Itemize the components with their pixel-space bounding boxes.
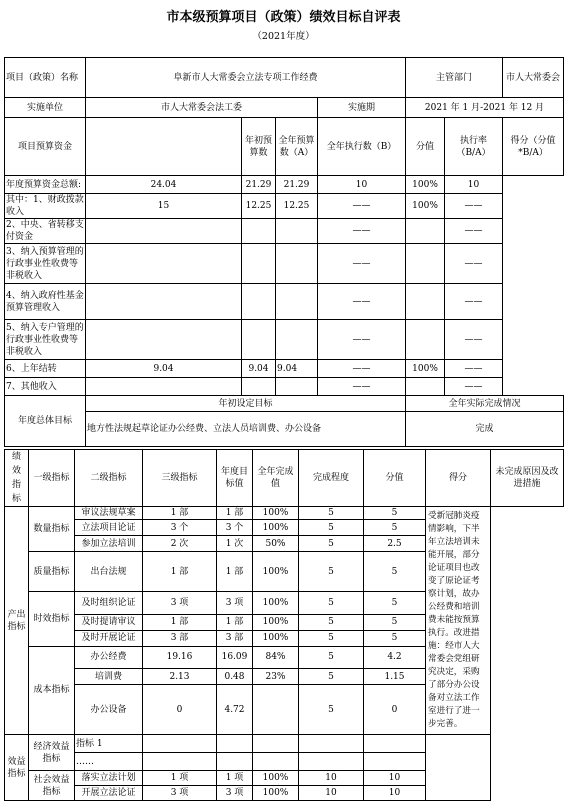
group-timeliness: 时效指标: [29, 592, 75, 647]
indicator-actual: 3 项: [217, 592, 253, 615]
period-value: 2021 年 1 月-2021 年 12 月: [406, 98, 564, 118]
budget-cell-label: 7、其他收入: [5, 378, 86, 396]
indicator-points: 5: [364, 552, 426, 592]
indicator-degree: [253, 735, 299, 753]
indicator-degree: 100%: [253, 552, 299, 592]
indicator-name: 指标 1: [75, 735, 143, 753]
budget-cell-full: [242, 244, 276, 284]
h-level1: 一级指标: [29, 450, 75, 507]
indicator-actual: 1 项: [217, 771, 253, 786]
indicator-name: 开展立法论证: [75, 786, 143, 801]
indicator-points: [364, 735, 426, 753]
h-actual: 全年完成值: [253, 450, 299, 507]
budget-cell-rate: [406, 284, 445, 320]
budget-cell-points: ——: [445, 244, 503, 284]
budget-cell-score: ——: [318, 360, 406, 378]
impl-unit-value: 市人大常委会法工委: [86, 98, 318, 118]
budget-cell-rate: 100%: [406, 176, 445, 194]
budget-cell-points: ——: [445, 219, 503, 244]
budget-cell-score: 10: [318, 176, 406, 194]
indicator-score: 5: [299, 592, 364, 615]
indicator-actual: 3 项: [217, 786, 253, 801]
budget-cell-full: [242, 219, 276, 244]
reason-blank: [426, 735, 491, 801]
indicator-score: [299, 735, 364, 753]
budget-cell-initial: [86, 284, 242, 320]
budget-cell-rate: [406, 219, 445, 244]
indicator-points: 5: [364, 592, 426, 615]
h-score: 分值: [364, 450, 426, 507]
indicator-actual: 1 部: [217, 614, 253, 630]
budget-row: [5, 176, 564, 194]
indicator-actual: [217, 753, 253, 771]
col-initial-budget: 年初预算数: [242, 118, 276, 176]
indicator-name: 审议法规草案: [75, 507, 143, 520]
budget-blank-header: [86, 118, 242, 176]
budget-cell-rate: 100%: [406, 194, 445, 219]
budget-row: [5, 320, 564, 360]
h-target: 年度目标值: [217, 450, 253, 507]
budget-cell-initial: 24.04: [86, 176, 242, 194]
indicator-score: 5: [299, 536, 364, 552]
indicator-points: [364, 753, 426, 771]
indicator-target: 3 项: [143, 592, 217, 615]
indicator-target: 1 部: [143, 552, 217, 592]
indicator-actual: 4.72: [217, 685, 253, 735]
budget-cell-points: ——: [445, 194, 503, 219]
budget-cell-exec: 21.29: [276, 176, 318, 194]
budget-cell-label: 5、纳入专户管理的行政事业性收费等非税收入: [5, 320, 86, 360]
indicator-points: 0: [364, 685, 426, 735]
budget-cell-initial: 9.04: [86, 360, 242, 378]
indicator-target: 3 个: [143, 520, 217, 536]
indicator-degree: [253, 685, 299, 735]
group-cost: 成本指标: [29, 646, 75, 735]
project-name-value: 阜新市人大常委会立法专项工作经费: [86, 58, 406, 98]
col-full-exec: 全年执行数（B）: [318, 118, 406, 176]
indicator-score: 5: [299, 552, 364, 592]
indicator-degree: 100%: [253, 771, 299, 786]
budget-cell-full: [242, 284, 276, 320]
indicator-name: 参加立法培训: [75, 536, 143, 552]
budget-cell-score: ——: [318, 284, 406, 320]
indicator-degree: 100%: [253, 520, 299, 536]
indicator-score: [299, 753, 364, 771]
reason-text: 受新冠肺炎疫情影响，下半年立法培训未能开展，部分论证项目也改变了原论证考察计划，故办公经费和培训费未能按预算执行。改进措施：经市人大常委会党组研究决定，采购了部分办公设备对立法工作室进行了进一步完善。: [426, 507, 491, 735]
indicator-points: 5: [364, 507, 426, 520]
indicator-target: 1 项: [143, 771, 217, 786]
indicator-target: 1 部: [143, 614, 217, 630]
budget-cell-exec: [276, 378, 318, 396]
group-economic: 经济效益指标: [29, 735, 75, 771]
budget-row: [5, 284, 564, 320]
indicator-score: 5: [299, 646, 364, 669]
budget-cell-label: 2、中央、省转移支付资金: [6, 220, 84, 242]
budget-cell-score: ——: [318, 194, 406, 219]
indicator-actual: 1 部: [217, 552, 253, 592]
indicator-score: 5: [299, 614, 364, 630]
indicator-name: 培训费: [75, 669, 143, 685]
indicator-name: 及时提请审议: [75, 614, 143, 630]
indicator-degree: 50%: [253, 536, 299, 552]
indicator-points: 5: [364, 630, 426, 646]
indicator-actual: 3 部: [217, 630, 253, 646]
indicator-actual: 16.09: [217, 646, 253, 669]
indicator-points: 2.5: [364, 536, 426, 552]
indicator-score: 10: [299, 786, 364, 801]
perf-side-label: 绩效指标: [5, 450, 29, 507]
budget-cell-label: 6、上年结转: [5, 360, 86, 378]
goal-actual-header: 全年实际完成情况: [406, 396, 564, 412]
budget-cell-score: ——: [318, 219, 406, 244]
budget-cell-label: 4、纳入政府性基金预算管理收入: [5, 284, 86, 320]
indicator-degree: [253, 753, 299, 771]
group-quality: 质量指标: [29, 552, 75, 592]
goal-label: 年度总体目标: [5, 396, 86, 447]
indicator-name: 及时组织论证: [75, 592, 143, 615]
indicator-row: [5, 735, 564, 753]
impl-unit-label: 实施单位: [5, 98, 86, 118]
indicator-degree: 23%: [253, 669, 299, 685]
project-name-label: 项目（政策）名称: [5, 58, 86, 98]
indicator-score: 5: [299, 520, 364, 536]
indicator-name: ……: [75, 753, 143, 771]
indicator-score: 5: [299, 630, 364, 646]
indicator-degree: 100%: [253, 630, 299, 646]
indicator-name: 出台法规: [75, 552, 143, 592]
budget-cell-points: 10: [445, 176, 503, 194]
indicator-target: 0: [143, 685, 217, 735]
goal-initial-header: 年初设定目标: [86, 396, 406, 412]
budget-cell-exec: [276, 244, 318, 284]
goal-actual-text: 完成: [406, 412, 564, 447]
budget-cell-initial: [86, 244, 242, 284]
dept-label: 主管部门: [406, 58, 503, 98]
indicator-target: 1 部: [143, 507, 217, 520]
col-points: 得分（分值*B/A）: [503, 118, 564, 176]
indicator-score: 5: [299, 685, 364, 735]
indicator-points: 10: [364, 771, 426, 786]
budget-cell-rate: [406, 378, 445, 396]
budget-cell-full: 9.04: [242, 360, 276, 378]
indicator-target: 19.16: [143, 646, 217, 669]
indicator-actual: 1 次: [217, 536, 253, 552]
col-score: 分值: [406, 118, 445, 176]
budget-cell-exec: 12.25: [276, 194, 318, 219]
indicator-actual: 1 部: [217, 507, 253, 520]
budget-cell-label: 3、纳入预算管理的行政事业性收费等非税收入: [5, 244, 86, 284]
indicator-degree: 84%: [253, 646, 299, 669]
indicator-name: 落实立法计划: [75, 771, 143, 786]
budget-cell-rate: [406, 320, 445, 360]
indicator-target: [143, 735, 217, 753]
indicator-target: 3 项: [143, 786, 217, 801]
indicator-target: 3 部: [143, 630, 217, 646]
col-exec-rate: 执行率（B/A）: [445, 118, 503, 176]
budget-cell-exec: [276, 284, 318, 320]
budget-cell-exec: [276, 320, 318, 360]
budget-cell-points: ——: [445, 360, 503, 378]
indicator-score: 5: [299, 507, 364, 520]
indicator-degree: 100%: [253, 786, 299, 801]
budget-row: [5, 378, 564, 396]
budget-row: [5, 194, 564, 219]
budget-cell-rate: 100%: [406, 360, 445, 378]
indicator-score: 10: [299, 771, 364, 786]
indicator-target: 2 次: [143, 536, 217, 552]
indicator-actual: 3 个: [217, 520, 253, 536]
budget-cell-initial: [86, 378, 242, 396]
indicator-actual: [217, 735, 253, 753]
h-level3: 三级指标: [143, 450, 217, 507]
group-social: 社会效益指标: [29, 771, 75, 801]
budget-cell-points: ——: [445, 320, 503, 360]
indicator-actual: 0.48: [217, 669, 253, 685]
budget-cell-rate: [406, 244, 445, 284]
goal-initial-text: 地方性法规起草论证办公经费、立法人员培训费、办公设备: [86, 412, 406, 447]
indicator-points: 1.15: [364, 669, 426, 685]
budget-cell-score: ——: [318, 378, 406, 396]
budget-section-label: 项目预算资金: [5, 118, 86, 176]
indicator-target: 2.13: [143, 669, 217, 685]
indicator-points: 10: [364, 786, 426, 801]
budget-cell-exec: [276, 219, 318, 244]
budget-cell-initial: [86, 320, 242, 360]
indicator-points: 5: [364, 614, 426, 630]
budget-cell-full: 12.25: [242, 194, 276, 219]
group-quantity: 数量指标: [29, 507, 75, 552]
performance-table: [4, 449, 564, 801]
indicator-name: 办公经费: [75, 646, 143, 669]
budget-cell-initial: 15: [86, 194, 242, 219]
budget-cell-label: 其中：1、财政拨款收入: [6, 195, 84, 217]
indicator-degree: 100%: [253, 614, 299, 630]
indicator-row: [5, 507, 564, 520]
period-label: 实施期: [318, 98, 406, 118]
budget-row: [5, 244, 564, 284]
budget-cell-full: [242, 378, 276, 396]
output-indicator-label: 产出指标: [5, 507, 29, 735]
page-subtitle: （2021年度）: [252, 31, 315, 42]
budget-table: [4, 57, 564, 447]
indicator-name: 立法项目论证: [75, 520, 143, 536]
benefit-indicator-label: 效益指标: [5, 735, 29, 801]
budget-cell-exec: 9.04: [276, 360, 318, 378]
budget-cell-score: ——: [318, 244, 406, 284]
budget-cell-full: 21.29: [242, 176, 276, 194]
dept-value: 市人大常委会: [503, 58, 564, 98]
indicator-points: 4.2: [364, 646, 426, 669]
budget-cell-points: ——: [445, 284, 503, 320]
budget-row: [5, 360, 564, 378]
h-degree: 完成程度: [299, 450, 364, 507]
budget-cell-label: 年度预算资金总额:: [5, 176, 86, 194]
indicator-name: 及时开展论证: [75, 630, 143, 646]
indicator-points: 5: [364, 520, 426, 536]
h-level2: 二级指标: [75, 450, 143, 507]
budget-cell-score: ——: [318, 320, 406, 360]
page-title: 市本级预算项目（政策）绩效目标自评表: [166, 10, 401, 25]
budget-cell-points: ——: [445, 378, 503, 396]
budget-row: [5, 219, 564, 244]
budget-cell-initial: [86, 219, 242, 244]
h-points: 得分: [426, 450, 491, 507]
indicator-degree: 100%: [253, 507, 299, 520]
indicator-score: 5: [299, 669, 364, 685]
indicator-target: [143, 753, 217, 771]
col-full-budget: 全年预算数（A）: [276, 118, 318, 176]
h-reason: 未完成原因及改进措施: [491, 450, 564, 507]
indicator-degree: 100%: [253, 592, 299, 615]
indicator-name: 办公设备: [75, 685, 143, 735]
budget-cell-full: [242, 320, 276, 360]
